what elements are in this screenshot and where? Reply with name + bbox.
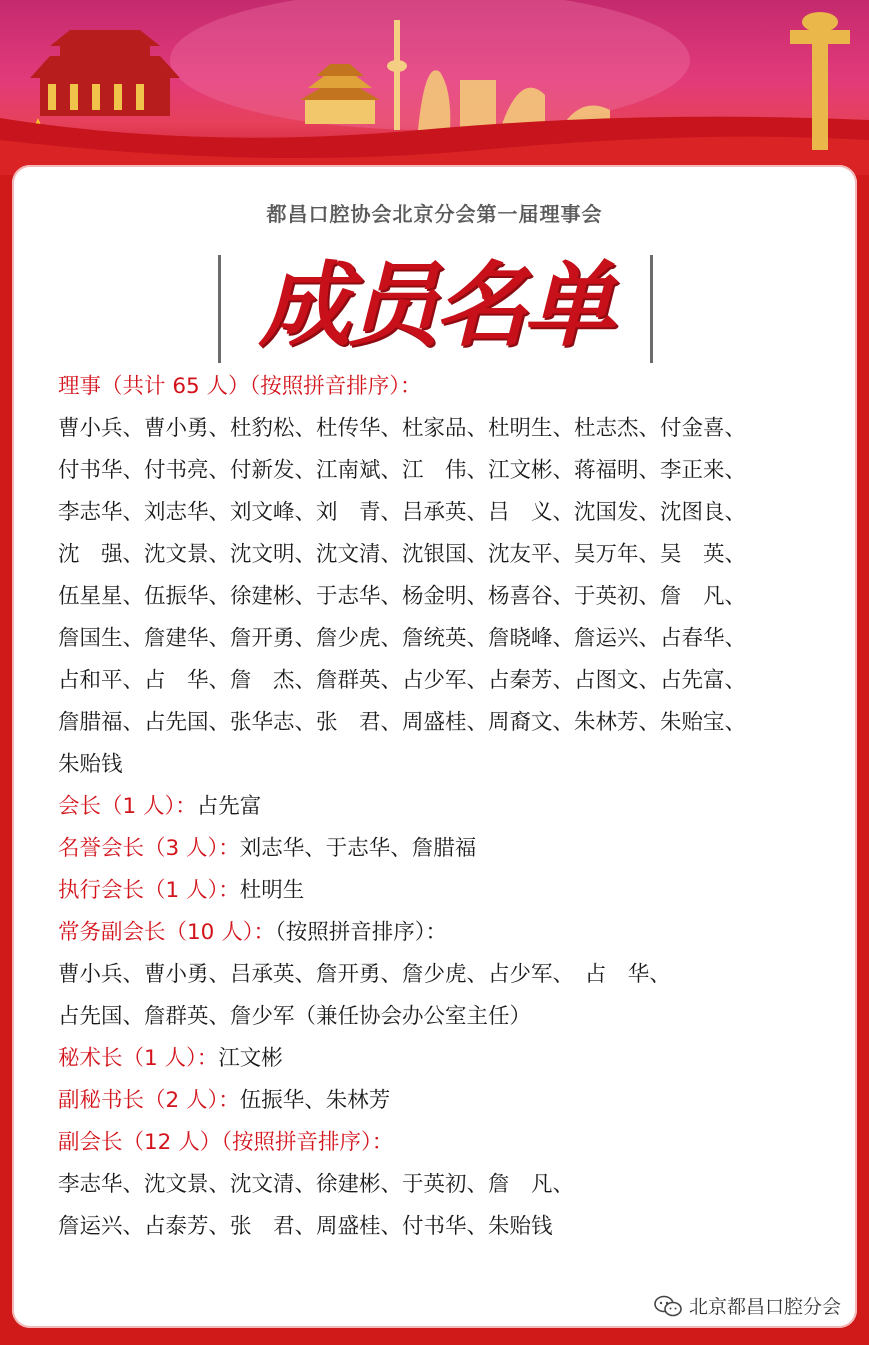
list-line: 占先国、詹群英、詹少军（兼任协会办公室主任）: [58, 1004, 532, 1029]
deputy-secretary-names: 伍振华、朱林芳: [239, 1088, 391, 1113]
section-heading-president: 会长（1 人）：: [58, 794, 197, 819]
watermark-text: 北京都昌口腔分会: [688, 1296, 841, 1318]
executive-president-names: 杜明生: [239, 878, 305, 903]
section-honorary-president: [58, 828, 848, 870]
list-line: 朱贻钱: [58, 752, 123, 777]
section-heading-deputy-secretary: 副秘书长（2 人）：: [58, 1088, 240, 1113]
section-secretary-general: [58, 1038, 848, 1080]
section-heading-standing-vice-president: 常务副会长（10 人）：: [58, 920, 275, 945]
honorary-president-names: 刘志华、于志华、詹腊福: [239, 836, 477, 861]
wechat-icon: [653, 1294, 683, 1318]
section-president: [58, 786, 848, 828]
section-deputy-secretary: [58, 1080, 848, 1122]
list-line: 詹腊福、占先国、张华志、张 君、周盛桂、周裔文、朱林芳、朱贻宝、: [58, 710, 747, 735]
section-heading-executive-president: 执行会长（1 人）：: [58, 878, 240, 903]
title-divider-left: [218, 255, 221, 363]
list-line: 占和平、占 华、詹 杰、詹群英、占少军、占秦芳、占图文、占先富、: [58, 668, 747, 693]
header-banner: [0, 0, 869, 175]
list-line: 詹国生、詹建华、詹开勇、詹少虎、詹统英、詹晓峰、詹运兴、占春华、: [58, 626, 747, 651]
president-names: 占先富: [196, 794, 262, 819]
list-line: 曹小兵、曹小勇、吕承英、詹开勇、詹少虎、占少军、 占 华、: [58, 962, 671, 987]
wechat-watermark: [653, 1292, 841, 1319]
section-heading-honorary-president: 名誉会长（3 人）：: [58, 836, 240, 861]
section-heading-directors: 理事（共计 65 人）（按照拼音排序）：: [58, 374, 422, 399]
list-line: 付书华、付书亮、付新发、江南斌、江 伟、江文彬、蒋福明、李正来、: [58, 458, 747, 483]
member-list: [58, 366, 848, 1248]
list-line: 伍星星、伍振华、徐建彬、于志华、杨金明、杨喜谷、于英初、詹 凡、: [58, 584, 747, 609]
list-line: 曹小兵、曹小勇、杜豹松、杜传华、杜家品、杜明生、杜志杰、付金喜、: [58, 416, 747, 441]
standing-vice-president-note: （按照拼音排序）：: [274, 920, 447, 945]
list-line: 沈 强、沈文景、沈文明、沈文清、沈银国、沈友平、吴万年、吴 英、: [58, 542, 747, 567]
secretary-general-names: 江文彬: [218, 1046, 283, 1071]
section-heading-vice-president: 副会长（12 人）（按照拼音排序）：: [58, 1130, 394, 1155]
section-standing-vice-president: [58, 912, 848, 954]
list-line: 李志华、刘志华、刘文峰、刘 青、吕承英、吕 义、沈国发、沈图良、: [58, 500, 747, 525]
section-executive-president: [58, 870, 848, 912]
title-divider-right: [650, 255, 653, 363]
section-heading-secretary-general: 秘术长（1 人）：: [58, 1046, 219, 1071]
beijing-skyline-illustration: [0, 0, 869, 175]
page-title: 成员名单: [258, 251, 611, 359]
list-line: 詹运兴、占泰芳、张 君、周盛桂、付书华、朱贻钱: [58, 1214, 553, 1239]
page-subtitle: 都昌口腔协会北京分会第一届理事会: [266, 202, 603, 226]
list-line: 李志华、沈文景、沈文清、徐建彬、于英初、詹 凡、: [58, 1172, 575, 1197]
